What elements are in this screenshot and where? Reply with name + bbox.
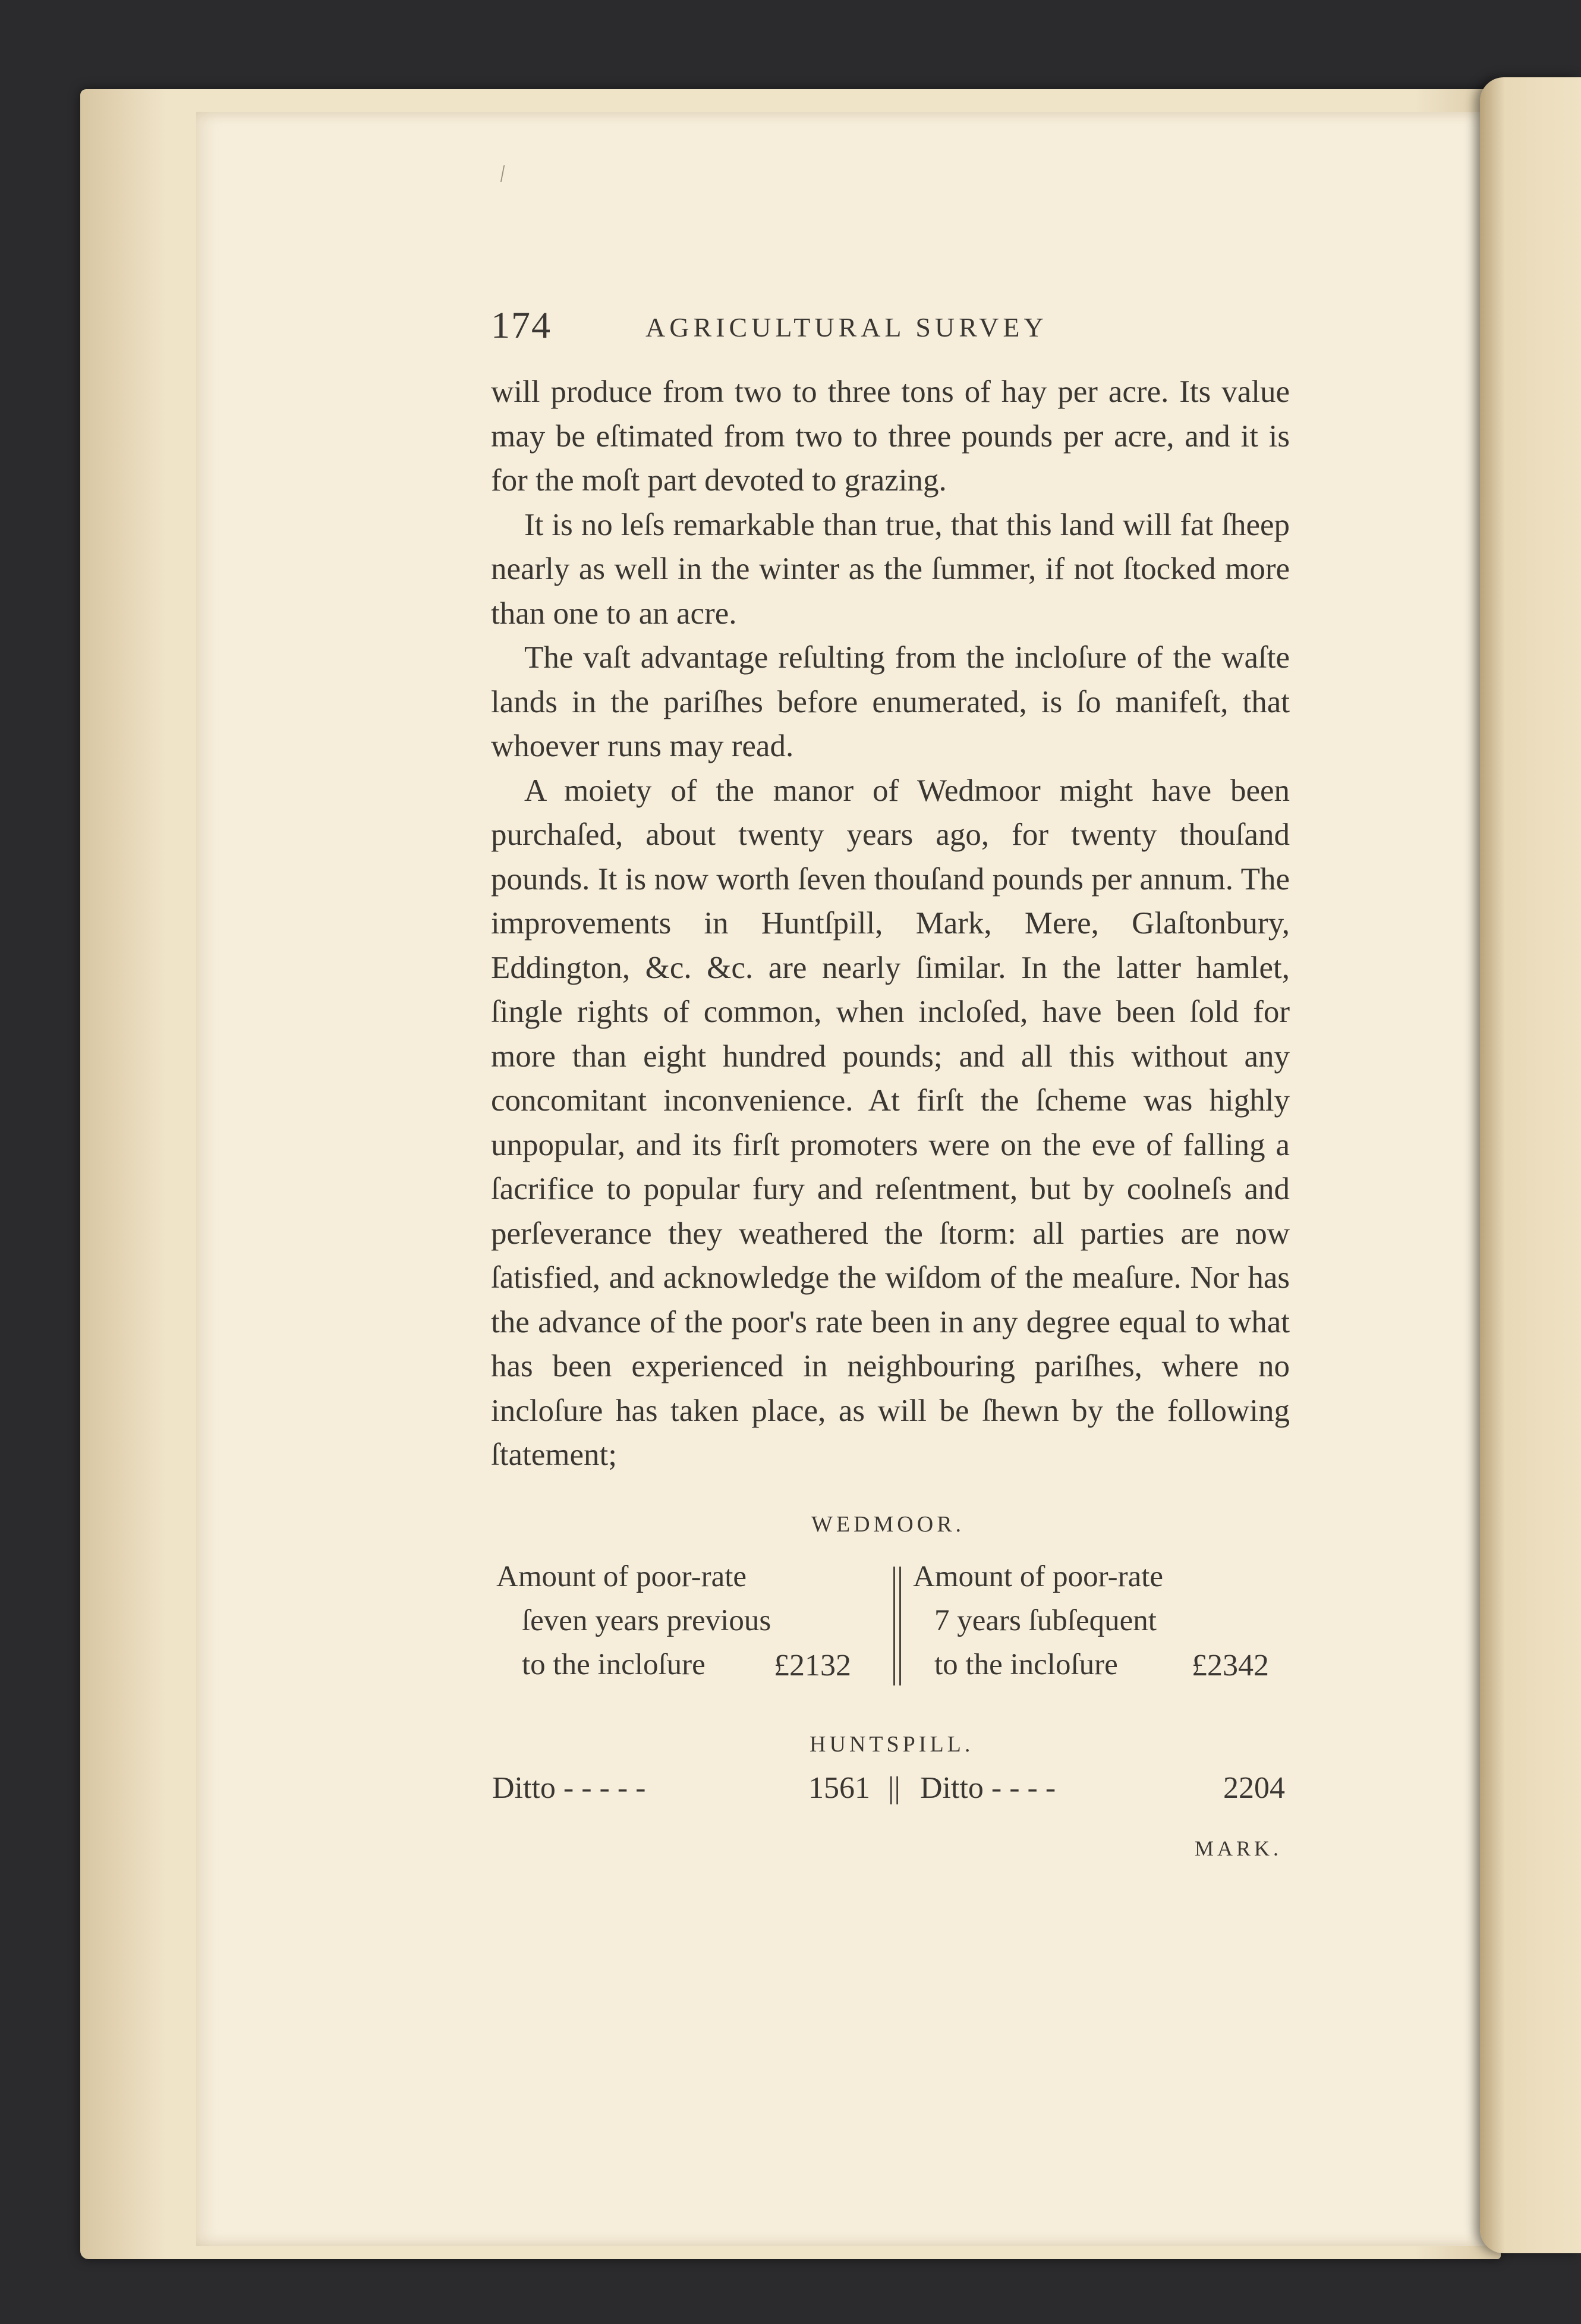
- wedmoor-left-line-1: Amount of poor-rate: [496, 1560, 747, 1593]
- huntspill-right-value: 2204: [1223, 1771, 1285, 1805]
- paragraph: will produce from two to three tons of hay per acre. Its value may be eſtimated from two to three pounds per acre, and it is for the moſt part devoted to grazing.: [491, 375, 1290, 498]
- wedmoor-right-line-1: Amount of poor-rate: [913, 1560, 1164, 1593]
- huntspill-left-value: 1561: [808, 1771, 870, 1805]
- paragraph: A moiety of the manor of Wedmoor might have been purchaſed, about twenty years ago, for twenty thouſand pounds. It is now worth ſeven thouſand pounds per annum. The improvements in Huntſpill, Mark, Mere, Glaſtonbury, Eddington, &c. &c. are nearly ſimilar. In the latter hamlet, ſingle rights of common, when incloſed, have been ſold for more than eight hundred pounds; and all this without any concomitant inconvenience. At firſt the ſcheme was highly unpopular, and its firſt promoters were on the eve of falling a ſacrifice to popular fury and reſentment, but by coolneſs and perſeverance they weathered the ſtorm: all parties are now ſatisfied, and acknowledge the wiſdom of the meaſure. Nor has the advance of the poor's rate been in any degree equal to what has been experienced in neighbouring pariſhes, where no incloſure has taken place, as will be ſhewn by the following ſtatement;: [491, 773, 1290, 1472]
- wedmoor-left-line-2: ſeven years previous: [522, 1604, 771, 1637]
- table-divider-line: [899, 1567, 901, 1685]
- paragraph: It is no leſs remarkable than true, that this land will fat ſheep nearly as well in the winter as the ſummer, if not ſtocked more than one to an acre.: [491, 507, 1290, 631]
- wedmoor-left-line-3: to the incloſure: [522, 1648, 706, 1681]
- huntspill-title: HUNTSPILL.: [810, 1732, 974, 1757]
- page-number: 174: [491, 304, 552, 346]
- wedmoor-right-amount: £2342: [1192, 1649, 1269, 1683]
- huntspill-right-label: Ditto - - - -: [920, 1771, 1056, 1805]
- wedmoor-right-line-3: to the incloſure: [934, 1648, 1118, 1681]
- paragraph: The vaſt advantage reſulting from the incloſure of the waſte lands in the pariſhes before enumerated, is ſo manifeſt, that whoever runs may read.: [491, 640, 1290, 763]
- page-header: AGRICULTURAL SURVEY: [645, 312, 1048, 342]
- huntspill-separator: ||: [888, 1771, 900, 1805]
- pencil-mark: /: [497, 159, 508, 187]
- catchword: MARK.: [1195, 1836, 1283, 1860]
- facing-page-edge: [1480, 77, 1581, 2253]
- table-divider-line: [893, 1567, 895, 1685]
- running-head: [491, 303, 1290, 351]
- body-text: [491, 370, 1290, 1477]
- huntspill-left-label: Ditto - - - - -: [492, 1771, 646, 1805]
- wedmoor-title: WEDMOOR.: [811, 1512, 965, 1537]
- wedmoor-right-line-2: 7 years ſubſequent: [934, 1604, 1157, 1637]
- wedmoor-left-amount: £2132: [774, 1649, 851, 1683]
